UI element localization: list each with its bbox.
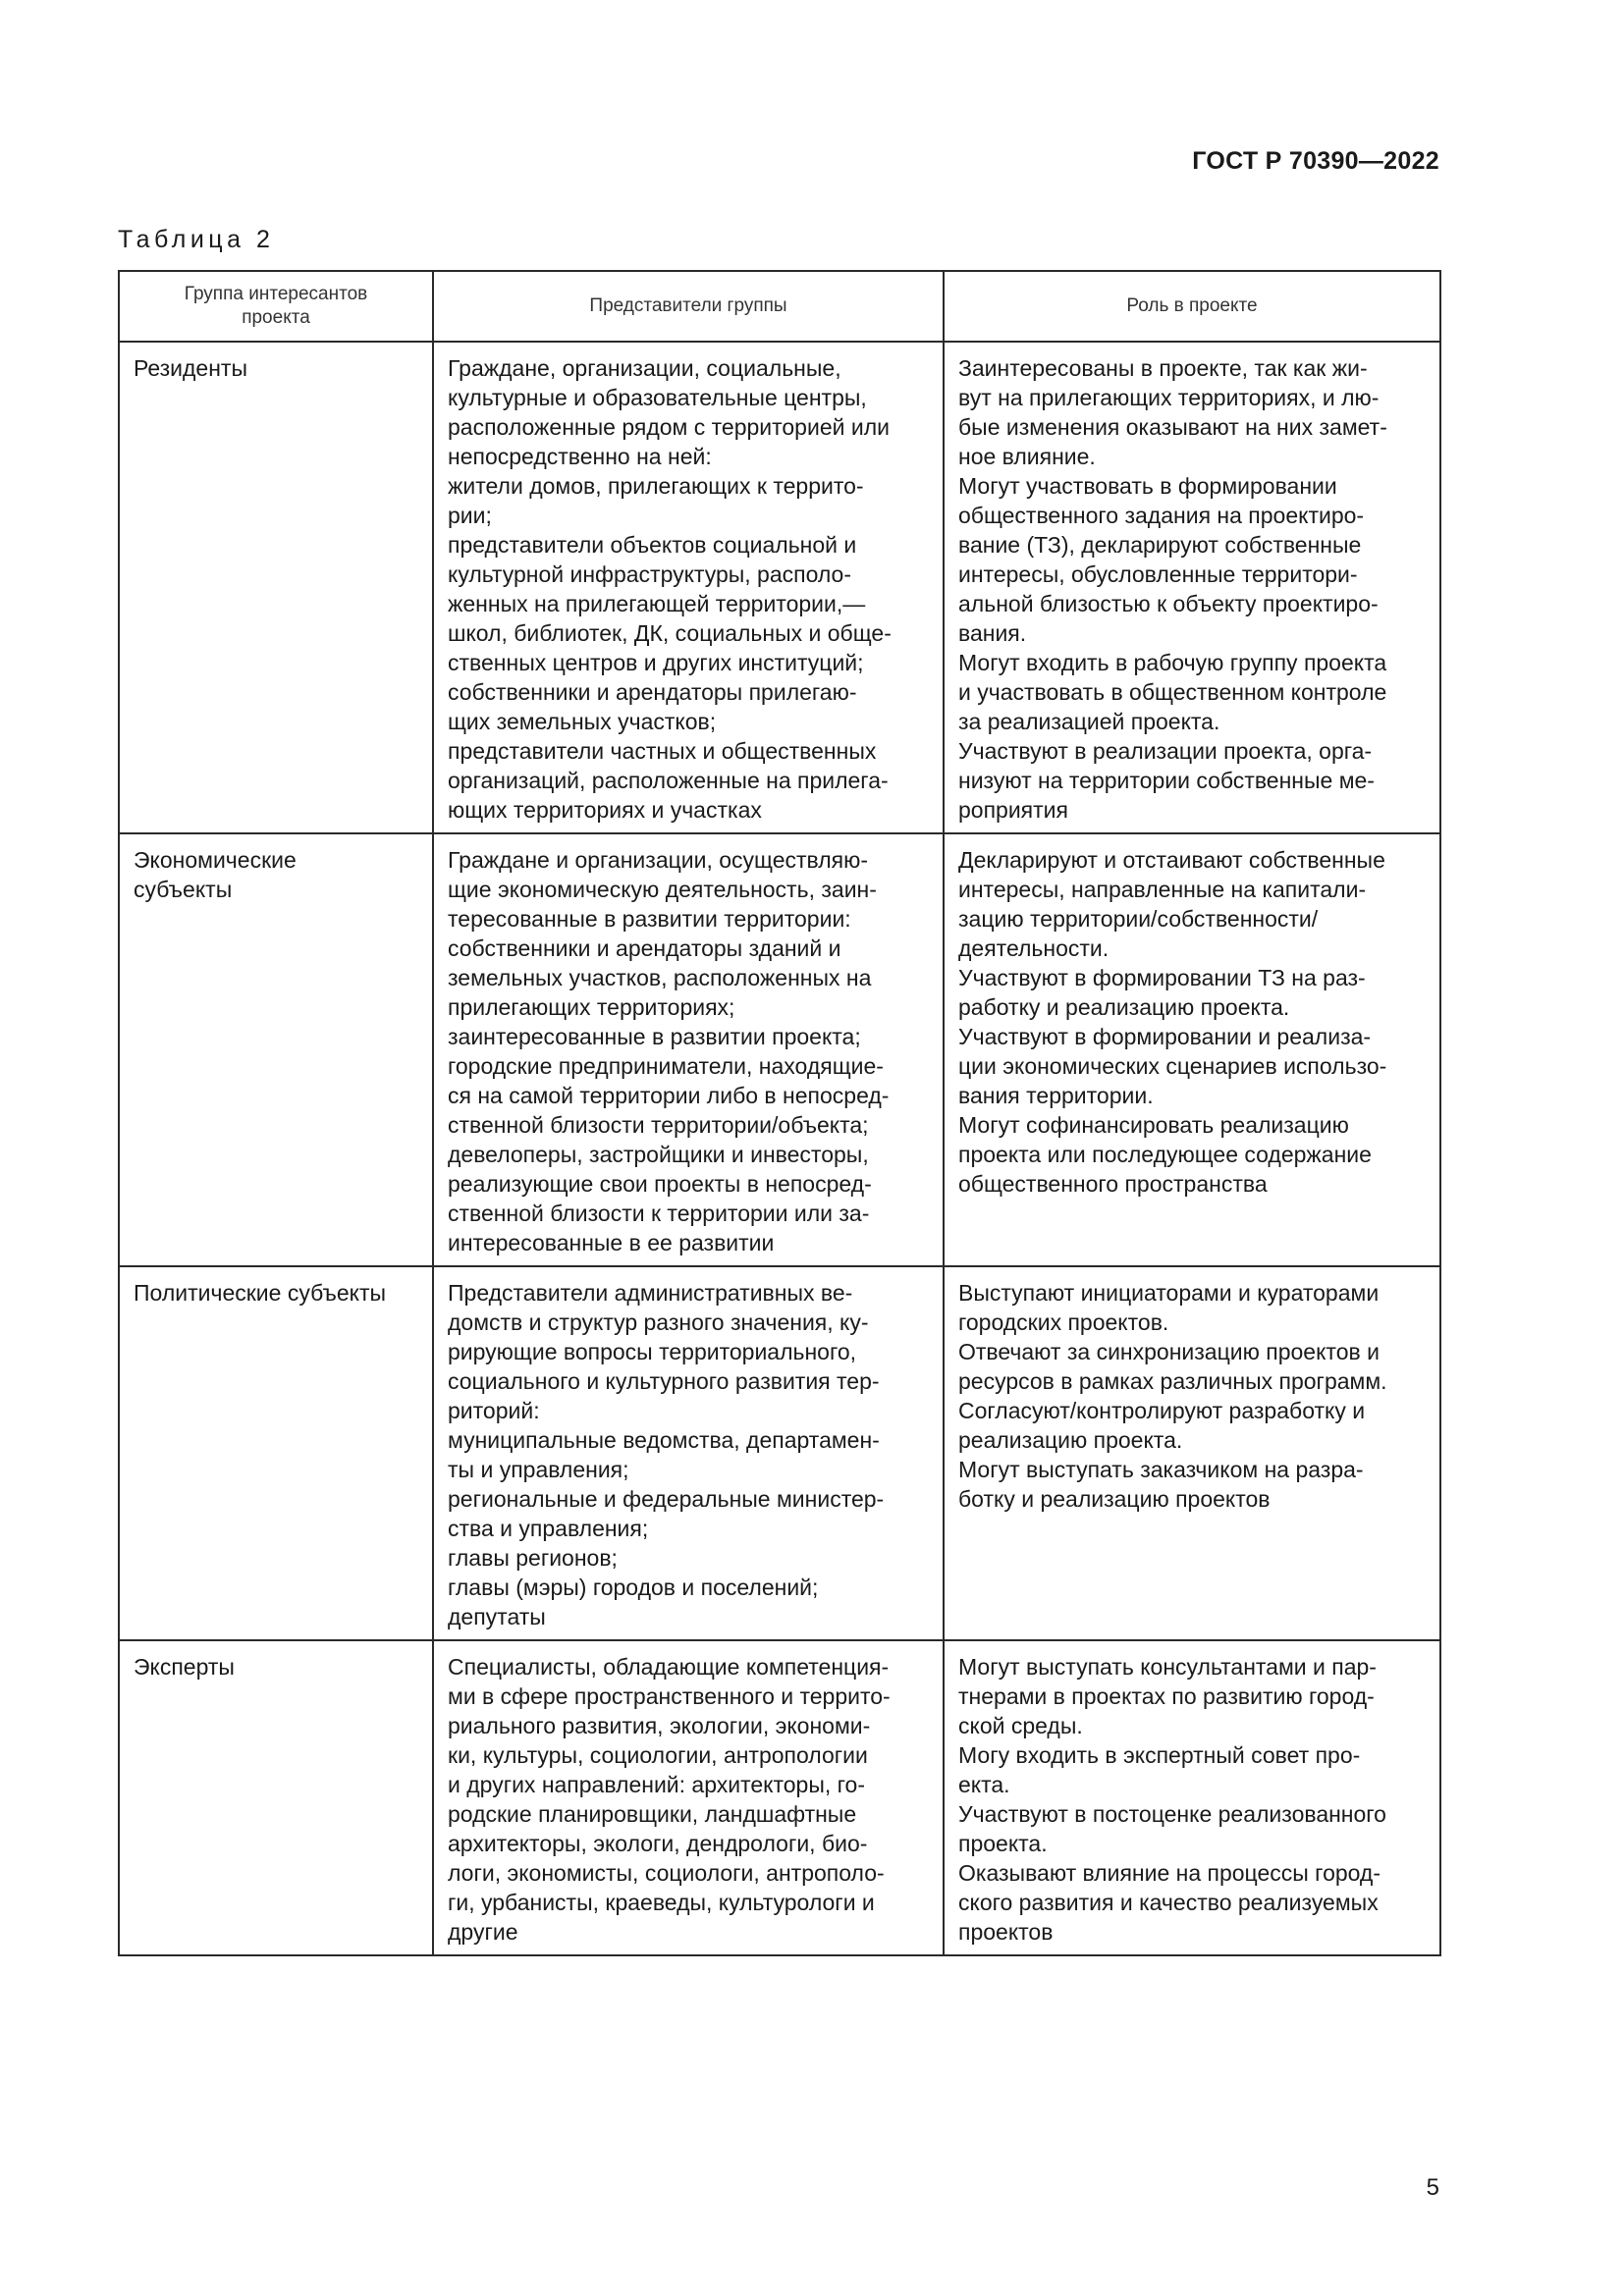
table-row-political bbox=[119, 1266, 1440, 1640]
table-row-experts bbox=[119, 1640, 1440, 1955]
role-cell: Могут выступать консультантами и пар- тнерами в проектах по развитию город- ской среды. Могу входить в экспертный совет про- екта. Участвуют в постоценке реализованного проекта. Оказывают влияние на процессы город- ского развития и качество реализуемых проектов bbox=[944, 1640, 1440, 1955]
stakeholders-table bbox=[118, 270, 1441, 1956]
header-members: Представители группы bbox=[433, 271, 944, 342]
members-cell: Граждане и организации, осуществляю- щие экономическую деятельность, заин- тересованные в развитии территории: собственники и арендаторы зданий и земельных участков, расположенных на прилегающих территориях; заинтересованные в развитии проекта; городские предприниматели, находящие- ся на самой территории либо в непосред- ственной близости территории/объекта; девелоперы, застройщики и инвесторы, реализующие свои проекты в непосред- ственной близости к территории или за- интересованные в ее развитии bbox=[433, 833, 944, 1266]
members-cell: Представители административных ве- домств и структур разного значения, ку- рирующие вопросы территориального, социального и культурного развития тер- риторий: муниципальные ведомства, департамен- ты и управления; региональные и федеральные министер- ства и управления; главы регионов; главы (мэры) городов и поселений; депутаты bbox=[433, 1266, 944, 1640]
role-cell: Выступают инициаторами и кураторами городских проектов. Отвечают за синхронизацию проектов и ресурсов в рамках различных программ. Согласуют/контролируют разработку и реализацию проекта. Могут выступать заказчиком на разра- ботку и реализацию проектов bbox=[944, 1266, 1440, 1640]
header-group: Группа интересантов проекта bbox=[119, 271, 433, 342]
role-cell: Заинтересованы в проекте, так как жи- вут на прилегающих территориях, и лю- бые изменения оказывают на них замет- ное влияние. Могут участвовать в формировании общественного задания на проектиро- вание (ТЗ), декларируют собственные интересы, обусловленные территори- альной близостью к объекту проектиро- вания. Могут входить в рабочую группу проекта и участвовать в общественном контроле за реализацией проекта. Участвуют в реализации проекта, орга- низуют на территории собственные ме- роприятия bbox=[944, 342, 1440, 833]
group-cell: Политические субъекты bbox=[119, 1266, 433, 1640]
table-header-row bbox=[119, 271, 1440, 342]
members-cell: Граждане, организации, социальные, культурные и образовательные центры, расположенные рядом с территорией или непосредственно на ней: жители домов, прилегающих к террито- рии; представители объектов социальной и культурной инфраструктуры, располо- женных на прилегающей территории,— школ, библиотек, ДК, социальных и обще- ственных центров и других институций; собственники и арендаторы прилегаю- щих земельных участков; представители частных и общественных организаций, расположенные на прилега- ющих территориях и участках bbox=[433, 342, 944, 833]
document-code: ГОСТ Р 70390—2022 bbox=[1192, 147, 1439, 175]
table-caption: Таблица 2 bbox=[118, 226, 275, 253]
group-cell: Экономические субъекты bbox=[119, 833, 433, 1266]
group-cell: Резиденты bbox=[119, 342, 433, 833]
page-number: 5 bbox=[1426, 2174, 1439, 2201]
header-role: Роль в проекте bbox=[944, 271, 1440, 342]
role-cell: Декларируют и отстаивают собственные интересы, направленные на капитали- зацию территории/собственности/ деятельности. Участвуют в формировании ТЗ на раз- работку и реализацию проекта. Участвуют в формировании и реализа- ции экономических сценариев использо- вания территории. Могут софинансировать реализацию проекта или последующее содержание общественного пространства bbox=[944, 833, 1440, 1266]
table-row-economic bbox=[119, 833, 1440, 1266]
table-row-residents bbox=[119, 342, 1440, 833]
group-cell: Эксперты bbox=[119, 1640, 433, 1955]
members-cell: Специалисты, обладающие компетенция- ми в сфере пространственного и террито- риального развития, экологии, экономи- ки, культуры, социологии, антропологии и других направлений: архитекторы, го- родские планировщики, ландшафтные архитекторы, экологи, дендрологи, био- логи, экономисты, социологи, антрополо- ги, урбанисты, краеведы, культурологи и другие bbox=[433, 1640, 944, 1955]
